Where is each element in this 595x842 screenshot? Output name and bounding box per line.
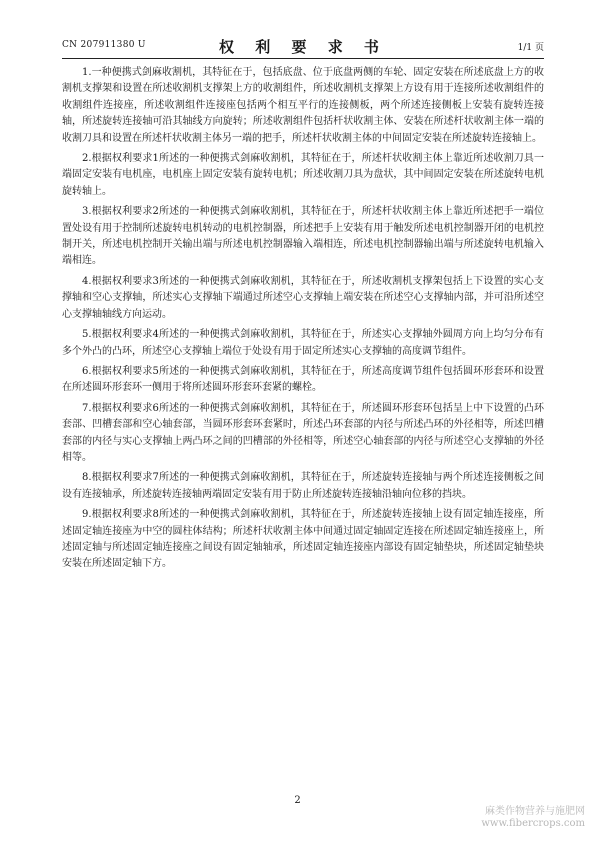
watermark-url: www.fibercrops.com: [481, 818, 585, 829]
claim-7: 7.根据权利要求6所述的一种便携式剑麻收割机，其特征在于，所述圆环形套环包括呈上中下设置的凸环套部、凹槽套部和空心轴套部，当圆环形套环套紧时，所述凸环套部的内径与所述凸环的外径相等，所述凹槽套部的内径与实心支撑轴上两凸环之间的凹槽部的外径相等，所述空心轴套部的内径与所述空心支撑轴的外径相等。: [62, 402, 544, 463]
claim-3: 3.根据权利要求2所述的一种便携式剑麻收割机，其特征在于，所述杆状收割主体上靠近所述把手一端位置处设有用于控制所述旋转电机转动的电机控制器，所述把手上安装有用于触发所述电机控制器开闭的电机控制开关，所述电机控制开关输出端与所述电机控制器输入端相连，所述电机控制器输出端与所述旋转电机输入端相连。: [62, 206, 544, 267]
claim-5: 5.根据权利要求4所述的一种便携式剑麻收割机，其特征在于，所述实心支撑轴外圆周方向上均匀分布有多个外凸的凸环，所述空心支撑轴上端位于处设有用于固定所述实心支撑轴的高度调节组件。: [62, 329, 544, 357]
claims-body: [62, 65, 544, 577]
page-header: [62, 36, 544, 58]
claim-8: 8.根据权利要求7所述的一种便携式剑麻收割机，其特征在于，所述旋转连接轴与两个所述连接侧板之间设有连接轴承，所述旋转连接轴两端固定安装有用于防止所述旋转连接轴沿轴向位移的挡块。: [62, 472, 544, 500]
claim-6: 6.根据权利要求5所述的一种便携式剑麻收割机，其特征在于，所述高度调节组件包括圆环形套环和设置在所述圆环形套环一侧用于将所述圆环形套环套紧的螺栓。: [62, 365, 544, 394]
claim-2: 2.根据权利要求1所述的一种便携式剑麻收割机，其特征在于，所述杆状收割主体上靠近所述收割刀具一端固定安装有电机座，电机座上固定安装有旋转电机；所述收割刀具为盘状，其中间固定安装在所述旋转电机旋转轴上。: [62, 153, 544, 197]
claim-1: 1.一种便携式剑麻收割机，其特征在于，包括底盘、位于底盘两侧的车轮、固定安装在所述底盘上方的收割机支撑架和设置在所述收割机支撑架上方的收割组件，所述收割机支撑架上方设有用于连接所述收割组件的收割组件连接座，所述收割组件连接座包括两个相互平行的连接侧板，两个所述连接侧板上安装有旋转连接轴，所述旋转连接轴可沿其轴线方向旋转；所述收割组件包括杆状收割主体、安装在所述杆状收割主体一端的收割刀具和设置在所述杆状收割主体另一端的把手，所述杆状收割主体的中间固定安装在所述旋转连接轴上。: [62, 67, 544, 144]
publication-number: CN 207911380 U: [62, 40, 146, 50]
page-number: 2: [294, 795, 301, 806]
page-info: 1/1 页: [517, 43, 544, 53]
document-title: 权 利 要 求 书: [219, 38, 387, 56]
claim-4: 4.根据权利要求3所述的一种便携式剑麻收割机，其特征在于，所述收割机支撑架包括上下设置的实心支撑轴和空心支撑轴，所述实心支撑轴下端通过所述空心支撑轴上端安装在所述空心支撑轴内部，并可沿所述空心支撑轴轴线方向运动。: [62, 275, 544, 320]
header-rule: [62, 58, 544, 59]
watermark-site-name: 麻类作物营养与施肥网: [485, 806, 585, 817]
claim-9: 9.根据权利要求8所述的一种便携式剑麻收割机，其特征在于，所述旋转连接轴上设有固定轴连接座，所述固定轴连接座为中空的圆柱体结构；所述杆状收割主体中间通过固定轴固定连接在所述固定轴连接座上，所述固定轴与所述固定轴连接座之间设有固定轴轴承，所述固定轴连接座内部设有固定轴垫块，所述固定轴垫块安装在所述固定轴下方。: [62, 509, 544, 570]
site-watermark: [481, 806, 585, 830]
